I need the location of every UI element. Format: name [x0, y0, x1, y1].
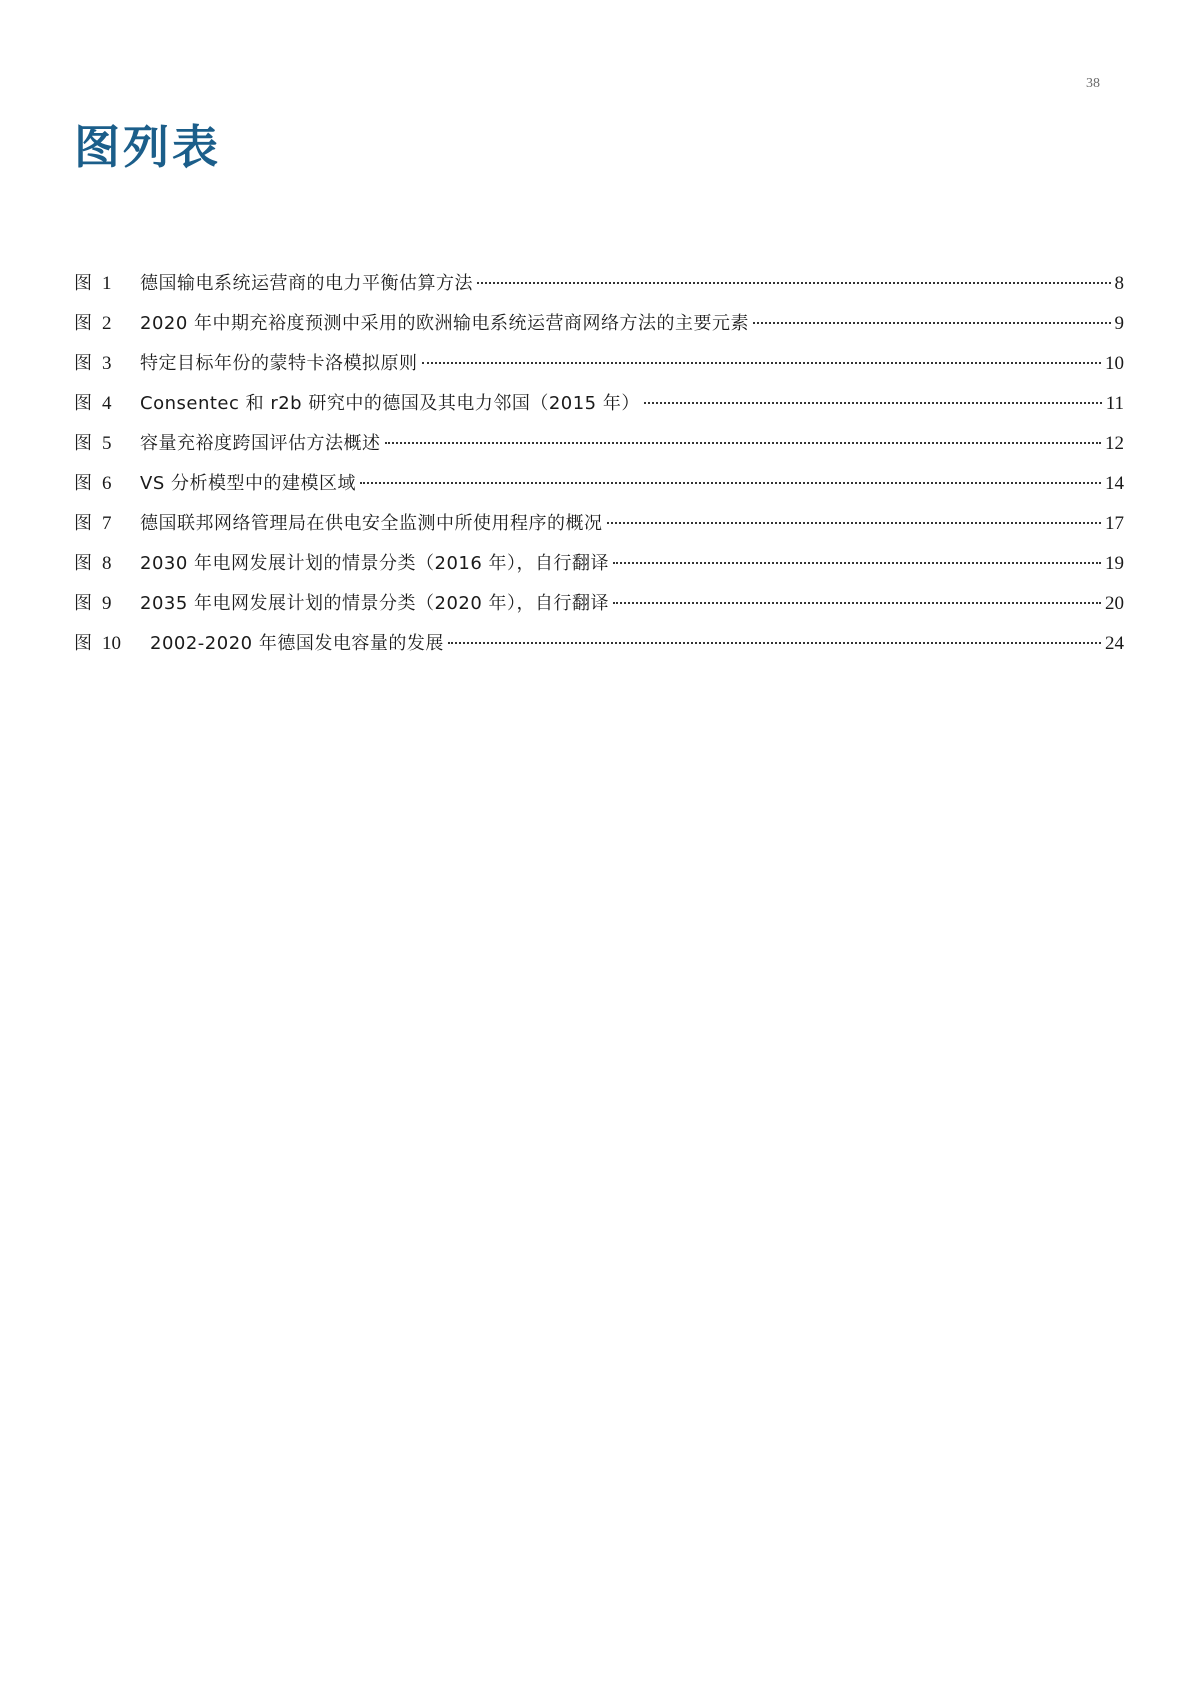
figure-number: 10 [102, 633, 121, 654]
figure-title: 容量充裕度跨国评估方法概述 [140, 433, 381, 454]
dot-leader [607, 522, 1102, 524]
dot-leader [385, 442, 1102, 444]
figure-number: 3 [102, 353, 112, 374]
dot-leader [360, 482, 1101, 484]
figure-label: 图 [74, 513, 92, 534]
figure-entry-2[interactable] [74, 311, 1124, 351]
figure-number: 6 [102, 473, 112, 494]
figure-page-number: 11 [1105, 393, 1124, 414]
figure-entry-1[interactable] [74, 271, 1124, 311]
figure-title: 特定目标年份的蒙特卡洛模拟原则 [140, 353, 418, 374]
page-title: 图列表 [74, 120, 221, 174]
figure-page-number: 19 [1105, 553, 1124, 574]
figure-page-number: 10 [1105, 353, 1124, 374]
dot-leader [753, 322, 1110, 324]
figure-page-number: 8 [1114, 273, 1124, 294]
figure-title: 德国输电系统运营商的电力平衡估算方法 [140, 273, 473, 294]
dot-leader [613, 602, 1101, 604]
figure-title: 德国联邦网络管理局在供电安全监测中所使用程序的概况 [140, 513, 603, 534]
figure-page-number: 9 [1114, 313, 1124, 334]
figure-label: 图 [74, 273, 92, 294]
dot-leader [477, 282, 1111, 284]
figure-label: 图 [74, 393, 92, 414]
dot-leader [613, 562, 1101, 564]
figure-page-number: 14 [1105, 473, 1124, 494]
figure-title: VS 分析模型中的建模区域 [140, 473, 356, 494]
figure-page-number: 20 [1105, 593, 1124, 614]
figure-number: 4 [102, 393, 112, 414]
figure-page-number: 17 [1105, 513, 1124, 534]
figure-title: 2035 年电网发展计划的情景分类（2020 年），自行翻译 [140, 593, 610, 614]
figure-list [74, 271, 1124, 671]
figure-number: 2 [102, 313, 112, 334]
figure-label: 图 [74, 553, 92, 574]
figure-entry-5[interactable] [74, 431, 1124, 471]
dot-leader [644, 402, 1102, 404]
figure-title: 2002-2020 年德国发电容量的发展 [150, 633, 444, 654]
figure-entry-4[interactable] [74, 391, 1124, 431]
page-number: 38 [1086, 76, 1100, 91]
figure-label: 图 [74, 473, 92, 494]
figure-label: 图 [74, 313, 92, 334]
figure-page-number: 12 [1105, 433, 1124, 454]
figure-number: 1 [102, 273, 112, 294]
figure-entry-6[interactable] [74, 471, 1124, 511]
figure-title: 2020 年中期充裕度预测中采用的欧洲输电系统运营商网络方法的主要元素 [140, 313, 750, 334]
figure-page-number: 24 [1105, 633, 1124, 654]
figure-entry-8[interactable] [74, 551, 1124, 591]
figure-entry-9[interactable] [74, 591, 1124, 631]
figure-title: 2030 年电网发展计划的情景分类（2016 年），自行翻译 [140, 553, 610, 574]
dot-leader [422, 362, 1102, 364]
figure-label: 图 [74, 353, 92, 374]
figure-number: 8 [102, 553, 112, 574]
dot-leader [448, 642, 1101, 644]
figure-label: 图 [74, 633, 92, 654]
figure-entry-3[interactable] [74, 351, 1124, 391]
figure-label: 图 [74, 593, 92, 614]
figure-number: 7 [102, 513, 112, 534]
figure-label: 图 [74, 433, 92, 454]
figure-entry-7[interactable] [74, 511, 1124, 551]
figure-number: 5 [102, 433, 112, 454]
figure-number: 9 [102, 593, 112, 614]
figure-title: Consentec 和 r2b 研究中的德国及其电力邻国（2015 年） [140, 393, 640, 414]
figure-entry-10[interactable] [74, 631, 1124, 671]
